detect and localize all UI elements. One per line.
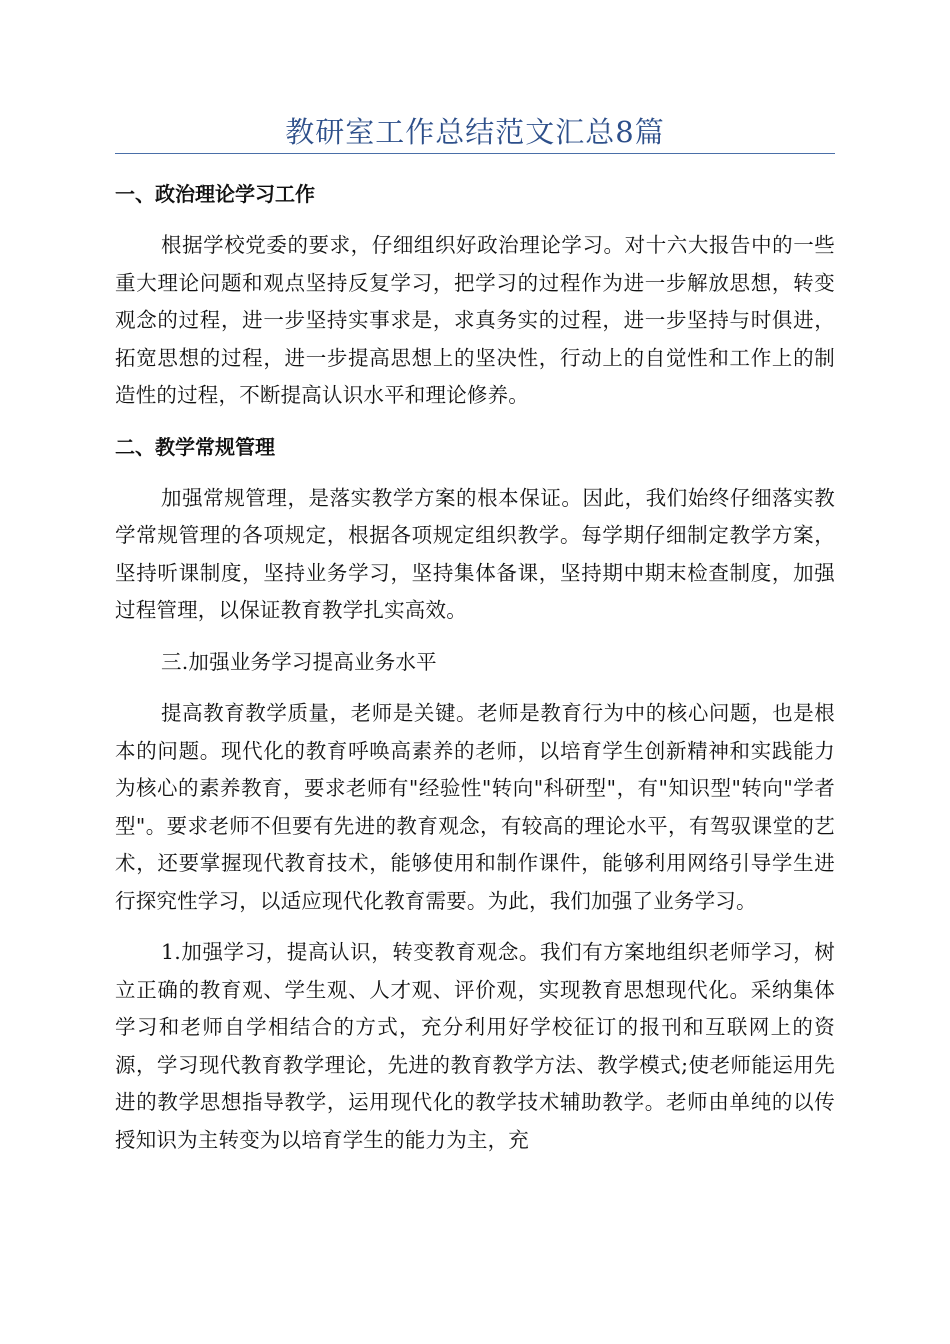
section-paragraph-4: 1.加强学习，提高认识，转变教育观念。我们有方案地组织老师学习，树立正确的教育观、学生观、人才观、评价观，实现教育思想现代化。采纳集体学习和老师自学相结合的方式，充分利用好学校征订的报刊和互联网上的资源，学习现代教育教学理论，先进的教育教学方法、教学模式;使老师能运用先进的教学思想指导教学，运用现代化的教学技术辅助教学。老师由单纯的以传授知识为主转变为以培育学生的能力为主，充 [115,940,835,1152]
section-paragraph-2: 加强常规管理，是落实教学方案的根本保证。因此，我们始终仔细落实教学常规管理的各项规定，根据各项规定组织教学。每学期仔细制定教学方案，坚持听课制度，坚持业务学习，坚持集体备课，坚持期中期末检查制度，加强过程管理，以保证教育教学扎实高效。 [115,485,835,622]
section-heading-1: 一、政治理论学习工作 [115,182,315,206]
section-paragraph-3: 提高教育教学质量，老师是关键。老师是教育行为中的核心问题，也是根本的问题。现代化的教育呼唤高素养的老师，以培育学生创新精神和实践能力为核心的素养教育，要求老师有"经验性"转向"科研型"，有"知识型"转向"学者型"。要求老师不但要有先进的教育观念，有较高的理论水平，有驾驭课堂的艺术，还要掌握现代教育技术，能够使用和制作课件，能够利用网络引导学生进行探究性学习，以适应现代化教育需要。为此，我们加强了业务学习。 [115,701,835,913]
title-underline [115,153,835,154]
section-paragraph-1: 根据学校党委的要求，仔细组织好政治理论学习。对十六大报告中的一些重大理论问题和观点坚持反复学习，把学习的过程作为进一步解放思想，转变观念的过程，进一步坚持实事求是，求真务实的过程，进一步坚持与时俱进，拓宽思想的过程，进一步提高思想上的坚决性，行动上的自觉性和工作上的制造性的过程，不断提高认识水平和理论修养。 [115,233,835,407]
document-title: 教研室工作总结范文汇总8篇 [285,115,665,149]
section-heading-3: 三.加强业务学习提高业务水平 [161,649,437,674]
document-body [115,176,835,1173]
section-heading-2: 二、教学常规管理 [115,434,275,459]
